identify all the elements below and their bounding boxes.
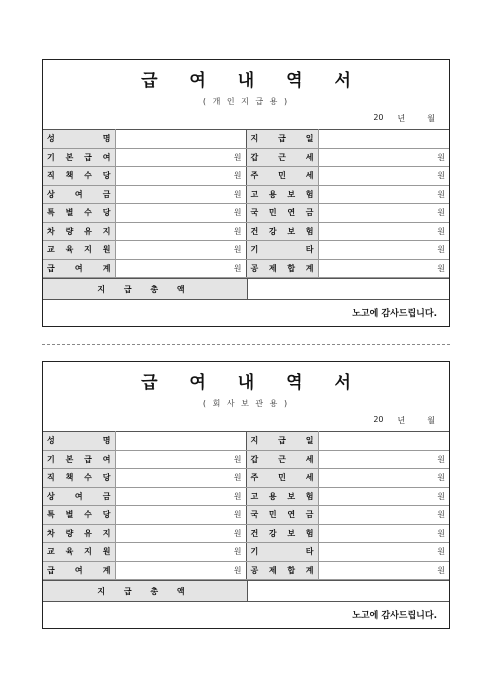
date-year-unit: 년 <box>397 114 406 123</box>
payslip-table <box>43 431 449 580</box>
right-value-field[interactable]: 원 <box>318 450 449 469</box>
right-value-field[interactable]: 원 <box>318 469 449 488</box>
left-label: 급 여 계 <box>43 259 115 278</box>
right-value-field[interactable]: 원 <box>318 487 449 506</box>
total-row <box>43 580 449 602</box>
left-value-field[interactable]: 원 <box>115 185 246 204</box>
right-label: 건 강 보 험 <box>246 524 318 543</box>
date-year-unit: 년 <box>397 416 406 425</box>
table-row <box>43 469 449 488</box>
right-label: 지 급 일 <box>246 432 318 451</box>
right-label: 갑 근 세 <box>246 450 318 469</box>
payslip-title: 급 여 내 역 서 <box>141 373 364 393</box>
left-label: 특 별 수 당 <box>43 204 115 223</box>
left-value-field[interactable]: 원 <box>115 469 246 488</box>
left-label: 급 여 계 <box>43 561 115 580</box>
payslip-rows <box>43 130 449 278</box>
left-value-field[interactable]: 원 <box>115 450 246 469</box>
table-row <box>43 543 449 562</box>
right-label: 갑 근 세 <box>246 148 318 167</box>
right-value-field[interactable]: 원 <box>318 222 449 241</box>
table-row <box>43 487 449 506</box>
date-year: 20 <box>373 415 384 424</box>
table-row <box>43 506 449 525</box>
left-label: 특 별 수 당 <box>43 506 115 525</box>
left-value-field[interactable]: 원 <box>115 561 246 580</box>
date-month-unit: 월 <box>427 114 435 123</box>
left-value-field[interactable]: 원 <box>115 259 246 278</box>
right-label: 주 민 세 <box>246 167 318 186</box>
total-label: 지 급 총 액 <box>43 581 248 601</box>
left-label: 기 본 급 여 <box>43 450 115 469</box>
right-value-field[interactable]: 원 <box>318 561 449 580</box>
table-row <box>43 167 449 186</box>
right-value-field[interactable] <box>318 130 449 149</box>
payslip-rows <box>43 432 449 580</box>
total-label: 지 급 총 액 <box>43 279 248 299</box>
right-label: 국 민 연 금 <box>246 506 318 525</box>
right-label: 고 용 보 험 <box>246 487 318 506</box>
payslip-title: 급 여 내 역 서 <box>141 71 364 91</box>
table-row <box>43 432 449 451</box>
left-value-field[interactable]: 원 <box>115 167 246 186</box>
cut-line <box>42 344 450 345</box>
left-label: 상 여 금 <box>43 487 115 506</box>
right-label: 기 타 <box>246 543 318 562</box>
table-row <box>43 222 449 241</box>
right-value-field[interactable]: 원 <box>318 259 449 278</box>
table-row <box>43 241 449 260</box>
table-row <box>43 185 449 204</box>
payslip-header <box>43 362 449 431</box>
left-value-field[interactable]: 원 <box>115 241 246 260</box>
right-label: 지 급 일 <box>246 130 318 149</box>
total-value-field[interactable] <box>248 279 449 299</box>
payslip-table <box>43 129 449 278</box>
left-label: 상 여 금 <box>43 185 115 204</box>
payslip-header <box>43 60 449 129</box>
left-label: 직 책 수 당 <box>43 469 115 488</box>
table-row <box>43 130 449 149</box>
date-month-unit: 월 <box>427 416 435 425</box>
left-value-field[interactable] <box>115 130 246 149</box>
left-label: 차 량 유 지 <box>43 222 115 241</box>
right-label: 기 타 <box>246 241 318 260</box>
table-row <box>43 561 449 580</box>
right-label: 주 민 세 <box>246 469 318 488</box>
left-label: 기 본 급 여 <box>43 148 115 167</box>
payslip-subtitle: ( 개 인 지 급 용 ) <box>202 97 290 106</box>
right-value-field[interactable]: 원 <box>318 543 449 562</box>
total-row <box>43 278 449 300</box>
right-label: 국 민 연 금 <box>246 204 318 223</box>
table-row <box>43 204 449 223</box>
left-value-field[interactable]: 원 <box>115 204 246 223</box>
right-value-field[interactable]: 원 <box>318 524 449 543</box>
table-row <box>43 450 449 469</box>
left-value-field[interactable]: 원 <box>115 543 246 562</box>
table-row <box>43 148 449 167</box>
left-label: 교 육 지 원 <box>43 543 115 562</box>
right-label: 공 제 합 계 <box>246 259 318 278</box>
left-label: 교 육 지 원 <box>43 241 115 260</box>
right-value-field[interactable]: 원 <box>318 204 449 223</box>
left-value-field[interactable]: 원 <box>115 222 246 241</box>
left-value-field[interactable] <box>115 432 246 451</box>
right-value-field[interactable]: 원 <box>318 506 449 525</box>
left-value-field[interactable]: 원 <box>115 524 246 543</box>
total-value-field[interactable] <box>248 581 449 601</box>
payslip-employee-copy <box>42 59 450 327</box>
right-label: 공 제 합 계 <box>246 561 318 580</box>
left-label: 직 책 수 당 <box>43 167 115 186</box>
right-value-field[interactable]: 원 <box>318 185 449 204</box>
right-value-field[interactable]: 원 <box>318 148 449 167</box>
right-value-field[interactable]: 원 <box>318 167 449 186</box>
left-label: 성 명 <box>43 432 115 451</box>
right-value-field[interactable]: 원 <box>318 241 449 260</box>
payslip-date <box>373 415 435 426</box>
left-value-field[interactable]: 원 <box>115 148 246 167</box>
date-year: 20 <box>373 113 384 122</box>
thanks-footer: 노고에 감사드립니다. <box>352 308 437 319</box>
table-row <box>43 259 449 278</box>
right-value-field[interactable] <box>318 432 449 451</box>
left-label: 차 량 유 지 <box>43 524 115 543</box>
payslip-subtitle: ( 회 사 보 관 용 ) <box>202 399 290 408</box>
thanks-footer: 노고에 감사드립니다. <box>352 610 437 621</box>
left-value-field[interactable]: 원 <box>115 506 246 525</box>
payslip-company-copy <box>42 361 450 629</box>
right-label: 건 강 보 험 <box>246 222 318 241</box>
left-label: 성 명 <box>43 130 115 149</box>
table-row <box>43 524 449 543</box>
payslip-date <box>373 113 435 124</box>
right-label: 고 용 보 험 <box>246 185 318 204</box>
left-value-field[interactable]: 원 <box>115 487 246 506</box>
